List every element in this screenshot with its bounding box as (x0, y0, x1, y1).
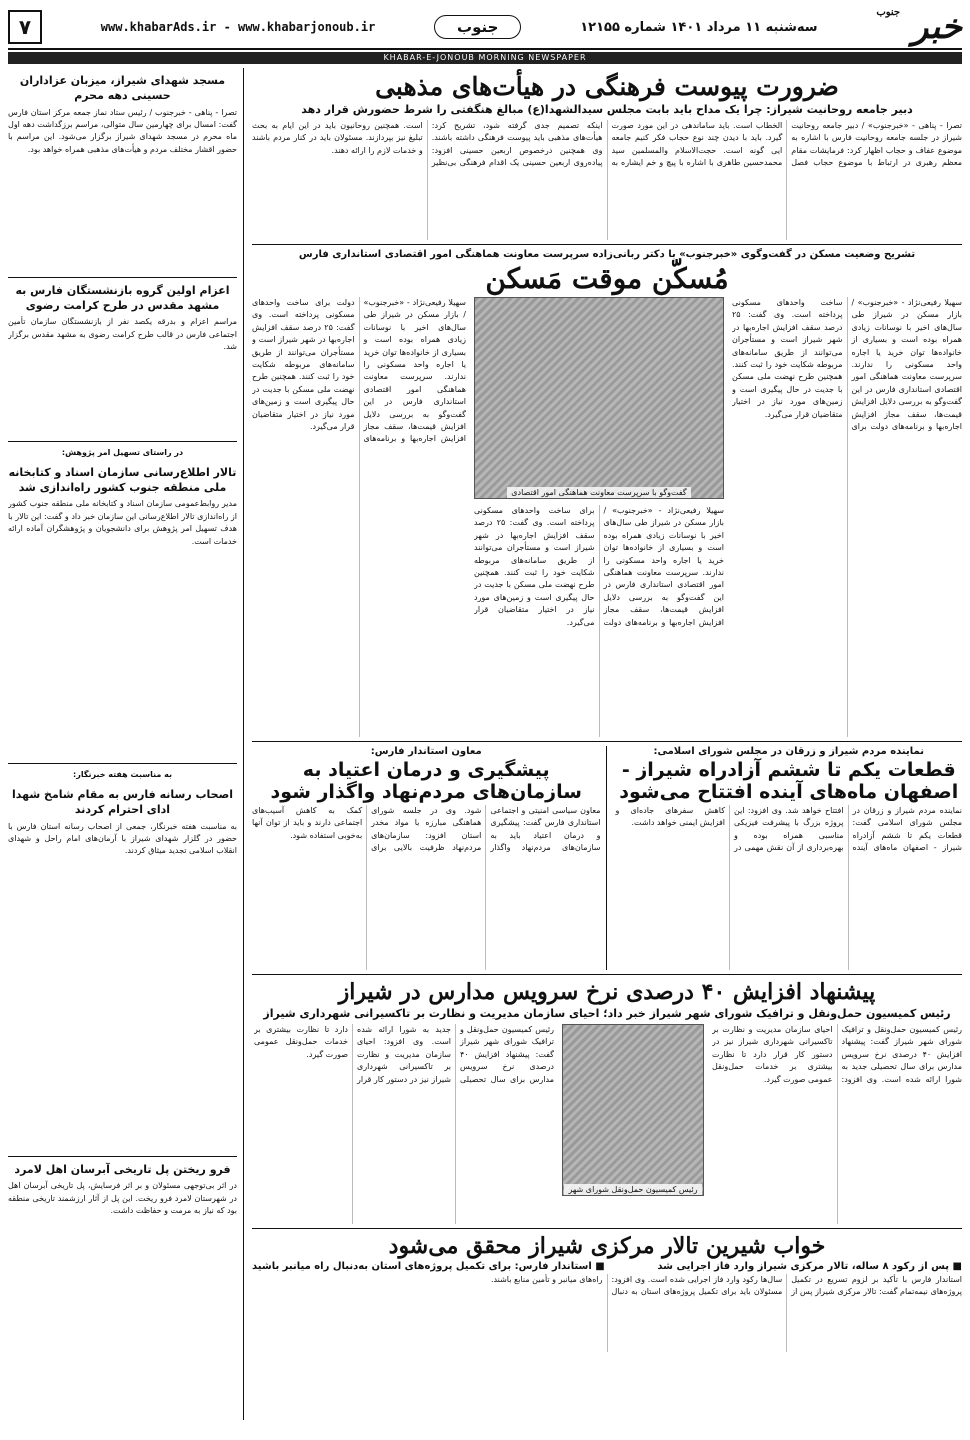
site-url[interactable]: www.khabarAds.ir - www.khabarjonoub.ir (100, 20, 376, 34)
sidebar-item (8, 769, 237, 1150)
sidebar-item-body: مدیر روابط‌عمومی سازمان اسناد و کتابخانه ملی منطقه جنوب کشور از راه‌اندازی تالار اطلاع‌رسانی این سازمان خبر داد و گفت: این تالار با هدف تسهیل امر پژوهش برای دانشجویان و پژوهشگران آماده ارائه خدمات است. (8, 499, 237, 546)
article-text-continued: سهیلا رفیعی‌نژاد - «خبرجنوب» / بازار مسکن در شیراز طی سال‌های اخیر با نوسانات زیادی همراه بوده است و بسیاری از خانواده‌ها توان خرید یا اجاره واحد مسکونی را ندارند. سرپرست معاونت هماهنگی امور اقتصادی استانداری فارس در این گفت‌وگو به بررسی دلایل افزایش قیمت‌ها، سقف مجاز افزایش اجاره‌بها و برنامه‌های دولت برای ساخت واحدهای مسکونی پرداخته است. وی گفت: ۲۵ درصد سقف افزایش اجاره‌بها در شهر شیراز است و مستأجران می‌توانند از طریق سامانه‌های مربوطه شکایت خود را ثبت کنند. همچنین طرح نهضت ملی مسکن با جدیت در حال پیگیری است و زمین‌های مورد نیاز در اختیار متقاضیان قرار می‌گیرد. (474, 506, 724, 627)
sub-right: ■ پس از رکود ۸ ساله، تالار مرکزی شیراز وارد فاز اجرایی شد (657, 1261, 962, 1272)
masthead (8, 6, 962, 50)
newspaper-logo[interactable] (876, 7, 962, 47)
sidebar-item-kicker: به مناسبت هفته خبرنگار: (73, 770, 172, 780)
headline: مُسکّن موقت مَسکن (485, 262, 729, 295)
sidebar-item-body: در اثر بی‌توجهی مسئولان و بر اثر فرسایش، پل تاریخی آبرسان اهل در شهرستان لامرد فرو ریخت. این پل از آثار ارزشمند تاریخی منطقه بود که نیاز به مرمت و حفاظت داشت. (8, 1181, 237, 1216)
kicker: نماینده مردم شیراز و زرقان در مجلس شورای اسلامی: (653, 746, 924, 757)
story-addiction (252, 746, 607, 970)
sidebar-item-kicker: در راستای تسهیل امر پژوهش: (61, 448, 184, 458)
sidebar-item-title: فرو ریختن پل تاریخی آبرسان اهل لامرد (14, 1162, 231, 1176)
divider (252, 974, 962, 975)
sidebar-item (8, 1163, 237, 1440)
issue-date: سه‌شنبه ۱۱ مرداد ۱۴۰۱ شماره ۱۲۱۵۵ (580, 19, 818, 35)
stories-row (252, 746, 962, 970)
sidebar-item-title: تالار اطلاع‌رسانی سازمان اسناد و کتابخانه ملی منطقه جنوب کشور راه‌اندازی شد (8, 465, 237, 494)
story-school-service (252, 979, 962, 1224)
headline: خواب شیرین تالار مرکزی شیراز محقق می‌شود (388, 1233, 826, 1259)
subheadline: دبیر جامعه روحانیت شیراز: چرا یک مداح باید بابت مجلس سیدالشهدا(ع) مبالغ هنگفتی را شرط حضورش قرار دهد (301, 103, 913, 116)
story-cultural-attachment (252, 72, 962, 240)
story-freeway (615, 746, 962, 970)
divider (8, 763, 237, 764)
photo-caption: رئیس کمیسیون حمل‌ونقل شورای شهر (564, 1184, 701, 1195)
headline: ضرورت پیوست فرهنگی در هیأت‌های مذهبی (375, 72, 839, 101)
masthead-band: KHABAR-E-JONOUB MORNING NEWSPAPER (8, 52, 962, 64)
article-text: معاون سیاسی امنیتی و اجتماعی استانداری فارس گفت: پیشگیری و درمان اعتیاد باید به سازمان‌های مردم‌نهاد واگذار شود. وی در جلسه شورای هماهنگی مبارزه با مواد مخدر استان افزود: سازمان‌های مردم‌نهاد ظرفیت بالایی برای کمک به کاهش آسیب‌های اجتماعی دارند و باید از توان آنها به‌خوبی استفاده شود. (252, 806, 601, 853)
sidebar-item-title: اصحاب رسانه فارس به مقام شامخ شهدا ادای احترام کردند (11, 787, 234, 816)
kicker: معاون استاندار فارس: (370, 746, 482, 757)
article-text: نماینده مردم شیراز و زرقان در مجلس شورای اسلامی گفت: قطعات یکم تا ششم آزادراه شیراز - اصفهان ماه‌های آینده افتتاح خواهد شد. وی افزود: این پروژه بزرگ با پیشرفت فیزیکی مناسبی همراه بوده و بهره‌برداری از آن نقش مهمی در کاهش سفرهای جاده‌ای و افزایش ایمنی خواهد داشت. (615, 806, 962, 853)
logo-text: خبر (911, 7, 962, 47)
story-central-hall (252, 1233, 962, 1352)
interview-photo (474, 297, 724, 499)
sidebar-item (8, 284, 237, 437)
photo-caption: گفت‌وگو با سرپرست معاونت هماهنگی امور اقتصادی (507, 487, 690, 498)
logo-sub: جنوب (876, 7, 901, 18)
article-text: سهیلا رفیعی‌نژاد - «خبرجنوب» / بازار مسکن در شیراز طی سال‌های اخیر با نوسانات زیادی همراه بوده است و بسیاری از خانواده‌ها توان خرید یا اجاره واحد مسکونی را ندارند. سرپرست معاونت هماهنگی امور اقتصادی استانداری فارس در این گفت‌وگو به بررسی دلایل افزایش قیمت‌ها، سقف مجاز افزایش اجاره‌بها و برنامه‌های دولت برای ساخت واحدهای مسکونی پرداخته است. وی گفت: ۲۵ درصد سقف افزایش اجاره‌بها در شهر شیراز است و مستأجران می‌توانند از طریق سامانه‌های مربوطه شکایت خود را ثبت کنند. همچنین طرح نهضت ملی مسکن با جدیت در حال پیگیری است و زمین‌های مورد نیاز در اختیار متقاضیان قرار می‌گیرد. (732, 298, 962, 431)
article-text-left: سهیلا رفیعی‌نژاد - «خبرجنوب» / بازار مسکن در شیراز طی سال‌های اخیر با نوسانات زیادی همراه بوده است و بسیاری از خانواده‌ها توان خرید یا اجاره واحد مسکونی را ندارند. سرپرست معاونت هماهنگی امور اقتصادی استانداری فارس در این گفت‌وگو به بررسی دلایل افزایش قیمت‌ها، سقف مجاز افزایش اجاره‌بها و برنامه‌های دولت برای ساخت واحدهای مسکونی پرداخته است. وی گفت: ۲۵ درصد سقف افزایش اجاره‌بها در شهر شیراز است و مستأجران می‌توانند از طریق سامانه‌های مربوطه شکایت خود را ثبت کنند. همچنین طرح نهضت ملی مسکن با جدیت در حال پیگیری است و زمین‌های مورد نیاز در اختیار متقاضیان قرار می‌گیرد. (252, 298, 466, 444)
sidebar-news (8, 68, 243, 1420)
divider (252, 244, 962, 245)
article-text: رئیس کمیسیون حمل‌ونقل و ترافیک شورای شهر شیراز گفت: پیشنهاد افزایش ۴۰ درصدی نرخ سرویس مدارس برای سال تحصیلی جدید به شورا ارائه شده است. وی افزود: احیای سازمان مدیریت و نظارت بر تاکسیرانی شهرداری شیراز نیز در دستور کار قرار دارد تا نظارت بیشتری بر خدمات حمل‌ونقل عمومی صورت گیرد. (712, 1025, 962, 1084)
divider (252, 741, 962, 742)
subheadline: رئیس کمیسیون حمل‌ونقل و ترافیک شورای شهر شیراز خبر داد؛ احیای سازمان مدیریت و نظارت بر تاکسیرانی شهرداری شیراز (263, 1007, 951, 1020)
divider (8, 277, 237, 278)
page-body (8, 68, 962, 1420)
kicker: تشریح وضعیت مسکن در گفت‌وگوی «خبرجنوب» با دکتر ربانی‌زاده سرپرست معاونت هماهنگی امور اقتصادی استانداری فارس (298, 249, 916, 260)
section-label: جنوب (434, 15, 521, 39)
sub-left: ■ استاندار فارس: برای تکمیل پروژه‌های استان به‌دنبال راه میانبر باشید (252, 1261, 605, 1272)
divider (8, 441, 237, 442)
sidebar-item-title: اعزام اولین گروه بازنشستگان فارس به مشهد مقدس در طرح کرامت رضوی (15, 283, 230, 312)
article-text-left: رئیس کمیسیون حمل‌ونقل و ترافیک شورای شهر شیراز گفت: پیشنهاد افزایش ۴۰ درصدی نرخ سرویس مدارس برای سال تحصیلی جدید به شورا ارائه شده است. وی افزود: احیای سازمان مدیریت و نظارت بر تاکسیرانی شهرداری شیراز نیز در دستور کار قرار دارد تا نظارت بیشتری بر خدمات حمل‌ونقل عمومی صورت گیرد. (254, 1025, 554, 1084)
sidebar-item-body: مراسم اعزام و بدرقه یکصد نفر از بازنشستگان سازمان تأمین اجتماعی فارس در قالب طرح کرامت رضوی به مشهد مقدس برگزار شد. (8, 317, 237, 352)
official-portrait (562, 1024, 704, 1196)
sidebar-item (8, 74, 237, 272)
bullet-icon: ■ (591, 1261, 605, 1272)
divider (252, 1228, 962, 1229)
headline: پیشگیری و درمان اعتیاد به سازمان‌های مردم‌نهاد واگذار شود (270, 759, 582, 803)
divider (8, 1156, 237, 1157)
sidebar-item-title: مسجد شهدای شیراز، میزبان عزاداران حسینی دهه محرم (19, 74, 226, 102)
headline: قطعات یکم تا ششم آزادراه شیراز - اصفهان ماه‌های آینده افتتاح می‌شود (619, 759, 959, 803)
story-housing (252, 249, 962, 737)
sidebar-item-body: به مناسبت هفته خبرنگار، جمعی از اصحاب رسانه استان فارس با حضور در گلزار شهدای شیراز با آرمان‌های امام راحل و شهدای انقلاب اسلامی تجدید میثاق کردند. (8, 821, 237, 856)
article-text: استاندار فارس با تأکید بر لزوم تسریع در تکمیل پروژه‌های نیمه‌تمام گفت: تالار مرکزی شیراز پس از سال‌ها رکود وارد فاز اجرایی شده است. وی افزود: مسئولان باید برای تکمیل پروژه‌های استان به دنبال راه‌های میانبر و تأمین منابع باشند. (490, 1275, 962, 1297)
headline: پیشنهاد افزایش ۴۰ درصدی نرخ سرویس مدارس در شیراز (338, 979, 876, 1005)
article-text: تصرا - پناهی - «خبرجنوب» / دبیر جامعه روحانیت شیراز در جلسه جامعه روحانیت فارس با اشاره به موضوع عفاف و حجاب اظهار کرد: فرمایشات مقام معظم رهبری در ارتباط با موضوع حجاب فصل الخطاب است. باید ساماندهی در این مورد صورت گیرد. باید با دیدن چند نوع حجاب فکر کنیم جامعه ایی گونه است. حجت‌الاسلام والمسلمین سید محمدحسین طاهری با اشاره با پیچ و خم ایشاره به اینکه تصمیم جدی گرفته شود، تشریح کرد: هیأت‌های مذهبی باید پیوست فرهنگی داشته باشند. وی همچنین درخصوص اربعین حسینی افزود: پیاده‌روی اربعین حسینی یک اقدام فرهنگی بی‌نظیر است. همچنین روحانیون باید در این ایام به بحث تبلیغ نیز بپردازند. مسئولان باید در کنار مردم باشند و خدمات لازم را ارائه دهند. (252, 121, 962, 168)
bullet-icon: ■ (949, 1261, 962, 1272)
sidebar-item-body: تصرا - پناهی - خبرجنوب / رئیس ستاد نماز جمعه مرکز استان فارس گفت: امسال برای چهارمین سال متوالی، مراسم برزگداشت دهه اول ماه محرم در مسجد شهدای شیراز برگزار می‌شود. این مراسم با حضور اقشار مختلف مردم و هیأت‌های مذهبی همراه خواهد بود. (8, 107, 237, 154)
page-number: ۷ (8, 10, 42, 44)
sidebar-item (8, 447, 237, 758)
main-section (243, 68, 962, 1420)
